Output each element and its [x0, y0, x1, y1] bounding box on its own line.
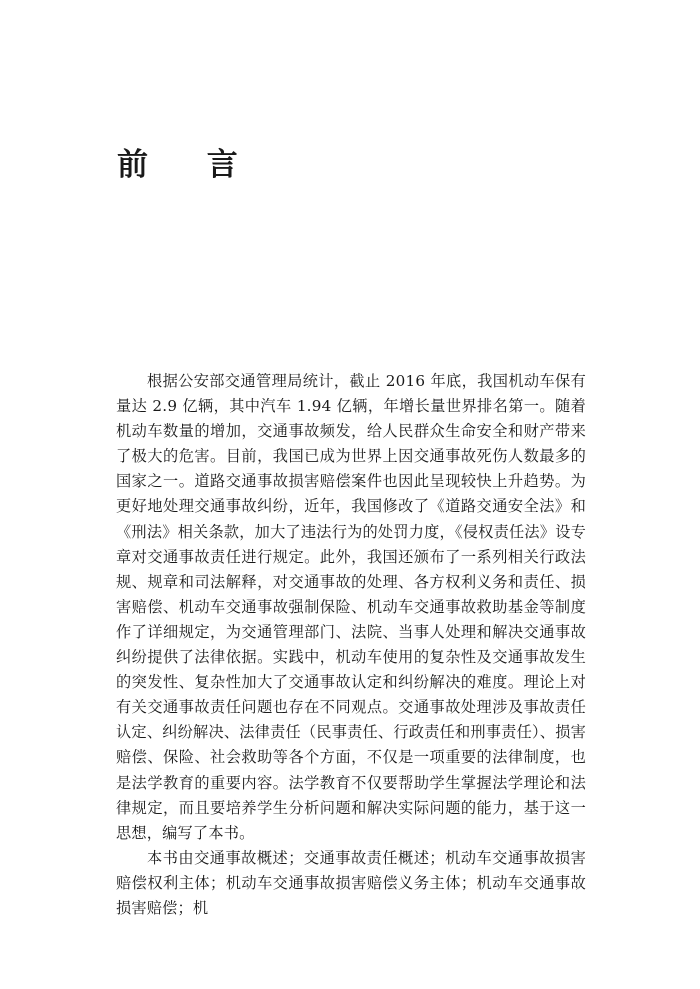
preface-body: [116, 369, 586, 921]
preface-paragraph-2: 本书由交通事故概述；交通事故责任概述；机动车交通事故损害赔偿权利主体；机动车交通事故损害赔偿义务主体；机动车交通事故损害赔偿；机: [116, 848, 586, 917]
page-title: 前 言: [117, 147, 262, 183]
preface-paragraph-1: 根据公安部交通管理局统计，截止 2016 年底，我国机动车保有量达 2.9 亿辆，其中汽车 1.94 亿辆，年增长量世界排名第一。随着机动车数量的增加，交通事故频发，给人民群众生命安全和财产带来了极大的危害。目前，我国已成为世界上因交通事故死伤人数最多的国家之一。道路交通事故损害赔偿案件也因此呈现较快上升趋势。为更好地处理交通事故纠纷，近年，我国修改了《道路交通安全法》和《刑法》相关条款，加大了违法行为的处罚力度，《侵权责任法》设专章对交通事故责任进行规定。此外，我国还颁布了一系列相关行政法规、规章和司法解释，对交通事故的处理、各方权利义务和责任、损害赔偿、机动车交通事故强制保险、机动车交通事故救助基金等制度作了详细规定，为交通管理部门、法院、当事人处理和解决交通事故纠纷提供了法律依据。实践中，机动车使用的复杂性及交通事故发生的突发性、复杂性加大了交通事故认定和纠纷解决的难度。理论上对有关交通事故责任问题也存在不同观点。交通事故处理涉及事故责任认定、纠纷解决、法律责任（民事责任、行政责任和刑事责任）、损害赔偿、保险、社会救助等各个方面，不仅是一项重要的法律制度，也是法学教育的重要内容。法学教育不仅要帮助学生掌握法学理论和法律规定，而且要培养学生分析问题和解决实际问题的能力，基于这一思想，编写了本书。: [116, 372, 586, 842]
